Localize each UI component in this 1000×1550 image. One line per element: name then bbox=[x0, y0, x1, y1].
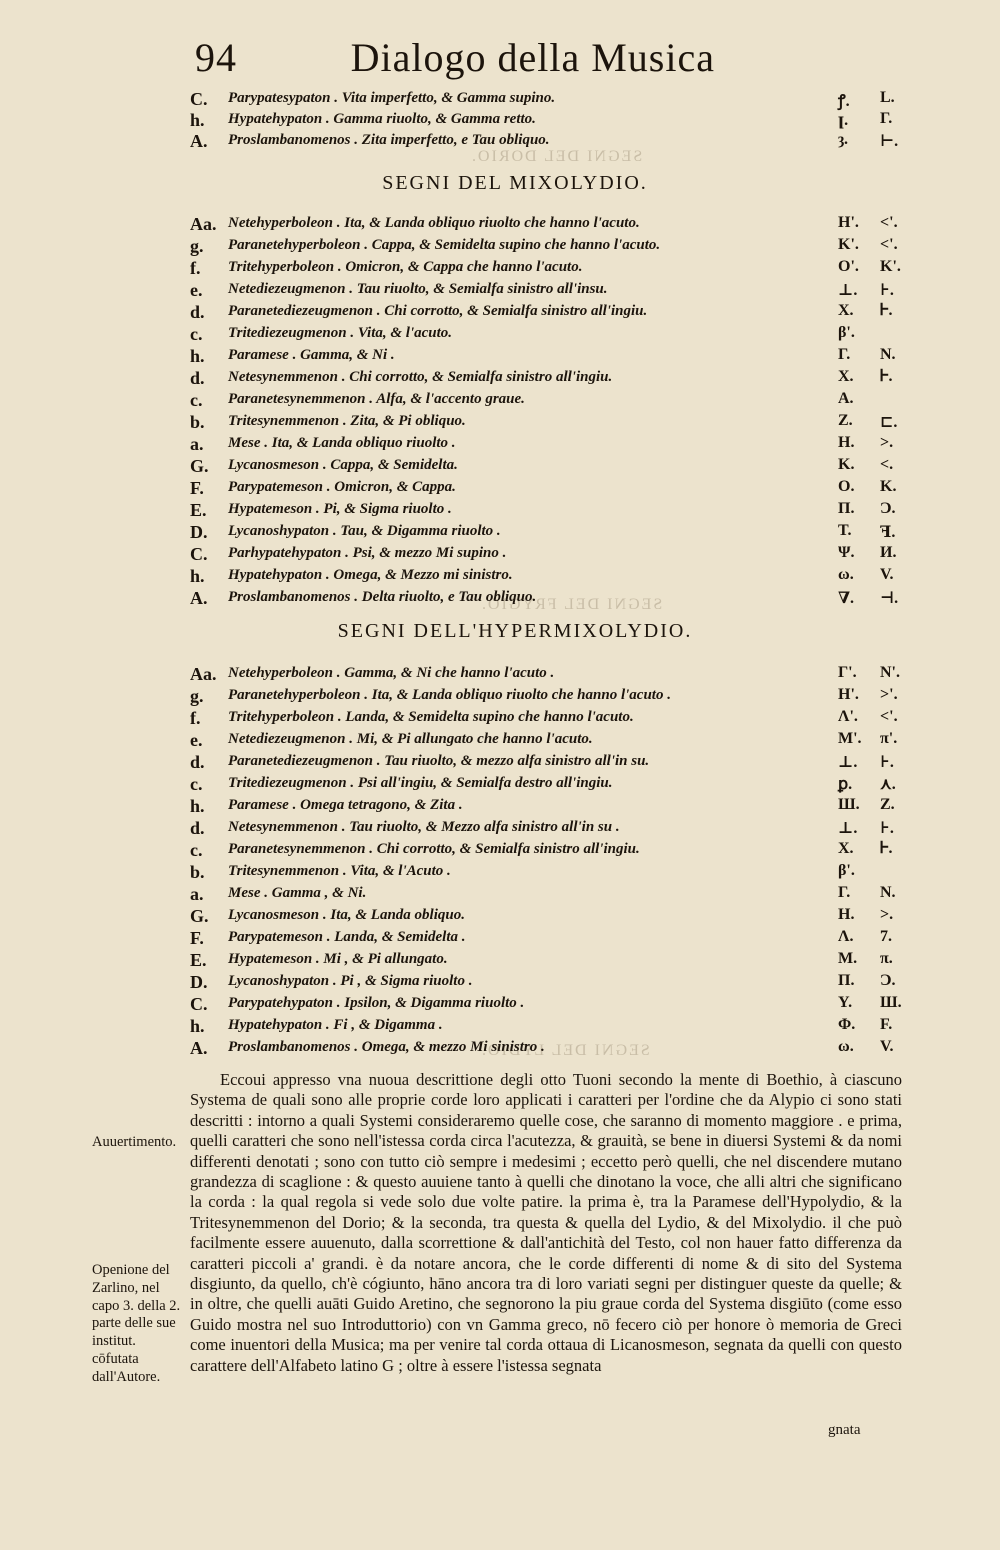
notation-row bbox=[190, 500, 910, 522]
note-description: Paranetesynemmenon . Alfa, & l'accento graue. bbox=[228, 391, 525, 407]
vocal-sign: K'. bbox=[838, 236, 859, 253]
vocal-sign: ω. bbox=[838, 1038, 854, 1055]
section-title-mixolydio: SEGNI DEL MIXOLYDIO. bbox=[382, 172, 648, 194]
note-description: Netehyperboleon . Ita, & Landa obliquo riuolto che hanno l'acuto. bbox=[228, 215, 640, 231]
notation-row bbox=[190, 280, 910, 302]
note-letter: c. bbox=[190, 774, 203, 794]
note-description: Hypatehypaton . Fi , & Digamma . bbox=[228, 1017, 443, 1033]
note-letter: h. bbox=[190, 566, 205, 586]
vocal-sign: M. bbox=[838, 950, 858, 967]
note-letter: h. bbox=[190, 346, 205, 366]
note-description: Paranetesynemmenon . Chi corrotto, & Semialfa sinistro all'ingiu. bbox=[228, 841, 640, 857]
vocal-sign: O. bbox=[838, 478, 855, 495]
notation-row bbox=[190, 412, 910, 434]
notation-row bbox=[190, 236, 910, 258]
instrumental-sign: ⊏. bbox=[880, 414, 898, 431]
note-description: Lycanoshypaton . Pi , & Sigma riuolto . bbox=[228, 973, 473, 989]
instrumental-sign: <. bbox=[880, 456, 894, 473]
bleed-through-text: SEGNI DEL DORIO. bbox=[470, 148, 643, 165]
note-letter: g. bbox=[190, 236, 204, 256]
notation-row bbox=[190, 131, 910, 153]
vocal-sign: ꝑ. bbox=[838, 776, 853, 793]
note-description: Tritediezeugmenon . Vita, & l'acuto. bbox=[228, 325, 453, 341]
note-letter: c. bbox=[190, 390, 203, 410]
instrumental-sign: π. bbox=[880, 950, 893, 967]
notation-row bbox=[190, 390, 910, 412]
note-letter: C. bbox=[190, 544, 208, 564]
note-description: Parypatemeson . Omicron, & Cappa. bbox=[228, 479, 456, 495]
running-title: Dialogo della Musica bbox=[350, 35, 715, 80]
notation-row bbox=[190, 994, 910, 1016]
note-letter: A. bbox=[190, 1038, 208, 1058]
notation-row bbox=[190, 664, 910, 686]
note-description: Hypatemeson . Pi, & Sigma riuolto . bbox=[228, 501, 452, 517]
note-letter: e. bbox=[190, 280, 203, 300]
note-description: Tritediezeugmenon . Psi all'ingiu, & Semialfa destro all'ingiu. bbox=[228, 775, 613, 791]
notation-row bbox=[190, 862, 910, 884]
page-number: 94 bbox=[195, 35, 237, 80]
instrumental-sign: V. bbox=[880, 1038, 894, 1055]
notation-row bbox=[190, 302, 910, 324]
note-letter: A. bbox=[190, 588, 208, 608]
note-description: Proslambanomenos . Zita imperfetto, e Tau obliquo. bbox=[228, 132, 550, 148]
instrumental-sign: Ꮀ. bbox=[880, 368, 893, 385]
note-letter: d. bbox=[190, 818, 205, 838]
vocal-sign: Π. bbox=[838, 500, 855, 517]
vocal-sign: Υ. bbox=[838, 994, 853, 1011]
instrumental-sign: Ꮀ. bbox=[880, 302, 893, 319]
note-description: Proslambanomenos . Omega, & mezzo Mi sinistro . bbox=[228, 1039, 545, 1055]
note-letter: F. bbox=[190, 928, 204, 948]
notation-row bbox=[190, 1038, 910, 1060]
notation-row bbox=[190, 796, 910, 818]
instrumental-sign: Ɔ. bbox=[880, 500, 896, 517]
note-description: Tritesynemmenon . Zita, & Pi obliquo. bbox=[228, 413, 466, 429]
note-letter: A. bbox=[190, 131, 208, 151]
vocal-sign: Γ. bbox=[838, 346, 851, 363]
note-letter: G. bbox=[190, 456, 209, 476]
catchword: gnata bbox=[828, 1422, 861, 1438]
notation-row bbox=[190, 840, 910, 862]
vocal-sign: Z. bbox=[838, 412, 853, 429]
notation-row bbox=[190, 972, 910, 994]
note-description: Parypatesypaton . Vita imperfetto, & Gamma supino. bbox=[228, 90, 556, 106]
note-letter: a. bbox=[190, 434, 204, 454]
notation-row bbox=[190, 566, 910, 588]
note-description: Paranetehyperboleon . Cappa, & Semidelta supino che hanno l'acuto. bbox=[228, 237, 661, 253]
instrumental-sign: Ɔ. bbox=[880, 972, 896, 989]
note-letter: h. bbox=[190, 1016, 205, 1036]
vocal-sign: H'. bbox=[838, 214, 859, 231]
note-letter: h. bbox=[190, 110, 205, 130]
instrumental-sign: <'. bbox=[880, 214, 898, 231]
page-header bbox=[195, 34, 715, 84]
note-description: Lycanoshypaton . Tau, & Digamma riuolto . bbox=[228, 523, 501, 539]
note-description: Parypatehypaton . Ipsilon, & Digamma riuolto . bbox=[228, 995, 525, 1011]
vocal-sign: β'. bbox=[838, 862, 855, 879]
vocal-sign: Χ. bbox=[838, 302, 854, 319]
note-letter: C. bbox=[190, 994, 208, 1014]
note-letter: F. bbox=[190, 478, 204, 498]
note-description: Lycanosmeson . Cappa, & Semidelta. bbox=[228, 457, 458, 473]
notation-row bbox=[190, 214, 910, 236]
note-description: Mese . Ita, & Landa obliquo riuolto . bbox=[228, 435, 456, 451]
instrumental-sign: Ꮀ. bbox=[880, 840, 893, 857]
vocal-sign: Ψ. bbox=[838, 544, 855, 561]
instrumental-sign: V. bbox=[880, 566, 894, 583]
notation-row bbox=[190, 1016, 910, 1038]
notation-row bbox=[190, 730, 910, 752]
note-description: Tritesynemmenon . Vita, & l'Acuto . bbox=[228, 863, 451, 879]
bleed-through-text: SEGNI DEL FRYGIO. bbox=[480, 596, 663, 613]
vocal-sign: ꝭ. bbox=[838, 93, 850, 110]
vocal-sign: Π. bbox=[838, 972, 855, 989]
note-letter: e. bbox=[190, 730, 203, 750]
note-description: Tritehyperboleon . Omicron, & Cappa che hanno l'acuto. bbox=[228, 259, 583, 275]
note-description: Paranetediezeugmenon . Chi corrotto, & Semialfa sinistro all'ingiu. bbox=[228, 303, 648, 319]
notation-row bbox=[190, 110, 910, 132]
notation-row bbox=[190, 928, 910, 950]
vocal-sign: K. bbox=[838, 456, 855, 473]
vocal-sign: Γ. bbox=[838, 884, 851, 901]
note-description: Tritehyperboleon . Landa, & Semidelta supino che hanno l'acuto. bbox=[228, 709, 634, 725]
note-description: Parhypatehypaton . Psi, & mezzo Mi supino . bbox=[228, 545, 507, 561]
note-description: Parypatemeson . Landa, & Semidelta . bbox=[228, 929, 466, 945]
note-description: Netediezeugmenon . Mi, & Pi allungato che hanno l'acuto. bbox=[228, 731, 593, 747]
vocal-sign: ∇. bbox=[838, 590, 855, 607]
note-letter: f. bbox=[190, 258, 201, 278]
note-description: Paramese . Omega tetragono, & Zita . bbox=[228, 797, 463, 813]
vocal-sign: ȝ. bbox=[838, 131, 848, 148]
note-letter: b. bbox=[190, 862, 205, 882]
note-letter: d. bbox=[190, 302, 205, 322]
instrumental-sign: 7. bbox=[880, 928, 892, 945]
instrumental-sign: <'. bbox=[880, 236, 898, 253]
vocal-sign: Χ. bbox=[838, 368, 854, 385]
vocal-sign: ω. bbox=[838, 566, 854, 583]
note-letter: Aa. bbox=[190, 214, 217, 234]
note-description: Hypatemeson . Mi , & Pi allungato. bbox=[228, 951, 448, 967]
notation-row bbox=[190, 368, 910, 390]
instrumental-sign: >'. bbox=[880, 686, 898, 703]
note-description: Paramese . Gamma, & Ni . bbox=[228, 347, 395, 363]
instrumental-sign: ꟻ. bbox=[880, 524, 896, 541]
instrumental-sign: ⊣. bbox=[880, 590, 899, 607]
note-letter: f. bbox=[190, 708, 201, 728]
note-letter: E. bbox=[190, 950, 207, 970]
notation-row bbox=[190, 818, 910, 840]
note-description: Netesynemmenon . Tau riuolto, & Mezzo alfa sinistro all'in su . bbox=[228, 819, 620, 835]
note-description: Mese . Gamma , & Ni. bbox=[228, 885, 367, 901]
vocal-sign: ⊥. bbox=[838, 282, 858, 299]
vocal-sign: ꞁ. bbox=[838, 112, 849, 129]
body-paragraph bbox=[190, 1070, 902, 1376]
section-title-hypermixolydio: SEGNI DELL'HYPERMIXOLYDIO. bbox=[337, 620, 693, 642]
notation-row bbox=[190, 588, 910, 610]
notation-row bbox=[190, 258, 910, 280]
margin-note-auuertimento: Auuertimento. bbox=[92, 1134, 177, 1150]
vocal-sign: Λ'. bbox=[838, 708, 858, 725]
note-letter: E. bbox=[190, 500, 207, 520]
note-letter: D. bbox=[190, 972, 208, 992]
note-letter: d. bbox=[190, 368, 205, 388]
margin-note-openione: Openione del Zarlino, nel capo 3. della 2. parte delle sue institut. cōfutata dall'Autore. bbox=[92, 1262, 181, 1385]
instrumental-sign: >. bbox=[880, 434, 894, 451]
instrumental-sign: N. bbox=[880, 346, 896, 363]
note-description: Netesynemmenon . Chi corrotto, & Semialfa sinistro all'ingiu. bbox=[228, 369, 613, 385]
vocal-sign: ⊥. bbox=[838, 754, 858, 771]
notation-row bbox=[190, 478, 910, 500]
note-letter: C. bbox=[190, 89, 208, 109]
vocal-sign: β'. bbox=[838, 324, 855, 341]
instrumental-sign: N'. bbox=[880, 664, 900, 681]
note-letter: G. bbox=[190, 906, 209, 926]
bleed-through-text: SEGNI DEL LYDIO. bbox=[480, 1042, 650, 1059]
instrumental-sign: ⊦. bbox=[880, 820, 894, 837]
notation-row bbox=[190, 89, 910, 111]
instrumental-sign: K. bbox=[880, 478, 897, 495]
instrumental-sign: >. bbox=[880, 906, 894, 923]
instrumental-sign: ⋏. bbox=[880, 776, 896, 793]
instrumental-sign: ⊦. bbox=[880, 754, 894, 771]
notation-row bbox=[190, 708, 910, 730]
notation-row bbox=[190, 522, 910, 544]
note-letter: g. bbox=[190, 686, 204, 706]
vocal-sign: Ш. bbox=[838, 796, 860, 813]
instrumental-sign: π'. bbox=[880, 730, 898, 747]
note-description: Proslambanomenos . Delta riuolto, e Tau obliquo. bbox=[228, 589, 537, 605]
notation-row bbox=[190, 774, 910, 796]
instrumental-sign: И. bbox=[880, 544, 897, 561]
vocal-sign: H'. bbox=[838, 686, 859, 703]
notation-row bbox=[190, 906, 910, 928]
instrumental-sign: N. bbox=[880, 884, 896, 901]
instrumental-sign: ⊦. bbox=[880, 282, 894, 299]
note-letter: Aa. bbox=[190, 664, 217, 684]
vocal-sign: T. bbox=[838, 522, 852, 539]
note-description: Paranetediezeugmenon . Tau riuolto, & mezzo alfa sinistro all'in su. bbox=[228, 753, 650, 769]
instrumental-sign: Γ. bbox=[880, 110, 893, 127]
instrumental-sign: Z. bbox=[880, 796, 895, 813]
note-letter: c. bbox=[190, 324, 203, 344]
note-letter: D. bbox=[190, 522, 208, 542]
notation-row bbox=[190, 950, 910, 972]
instrumental-sign: L. bbox=[880, 89, 895, 106]
note-description: Paranetehyperboleon . Ita, & Landa obliquo riuolto che hanno l'acuto . bbox=[228, 687, 671, 703]
instrumental-sign: K'. bbox=[880, 258, 901, 275]
body-text: Eccoui appresso vna nuoua descrittione degli otto Tuoni secondo la mente di Boethio, à ciascuno Systema de quali sono alle proprie corde loro applicati i caratteri per l'ordine che da Alypio ci sono stati descritti : intorno a quali Systemi consideraremo quelle cose, che saranno di momento maggiore . e prima, quelli caratteri che sono nell'istessa corda circa l'acutezza, & grauità, se bene in diuersi Systemi & da nomi differenti denotati ; sono con tutto ciò sempre i medesimi ; eccetto però quelli, che nel discendere mutano grandezza di scaglione : & questo auuiene tanto à quelli che dinotano la voce, che alli altri che significano la corda : la qual regola si vede solo due volte patire. la prima è, tra la Paramese dell'Hypolydio, & la Tritesynemmenon del Dorio; & la seconda, tra questa & quella del Lydio, & del Mixolydio. il che può facilmente essere auuenuto, dalla scorrettione & dall'antichità del Testo, col non hauer fatto differenza da caratteri piccoli a' grandi. è da notare ancora, che le corde differenti di nome & di sito del Systema disgiunto, da quello, ch'è cógiunto, hāno ancora tra di loro variati segni per distinguer queste da quelle; & in oltre, che quelli auāti Guido Aretino, che segnorono la piu graue corda del Systema disgiūto (come esso Guido mostra nel suo Introduttorio) con vn Gamma greco, nō fecero ciò per honore ò memoria de Greci come inuentori della Musica; ma per venire tal corda ottaua di Licanosmeson, segnata da quelli con questo carattere dell'Alfabeto latino G ; oltre à essere l'istessa segnata bbox=[190, 1070, 902, 1375]
note-letter: h. bbox=[190, 796, 205, 816]
note-description: Hypatehypaton . Omega, & Mezzo mi sinistro. bbox=[228, 567, 513, 583]
note-letter: c. bbox=[190, 840, 203, 860]
vocal-sign: Λ. bbox=[838, 928, 854, 945]
instrumental-sign: ⊢. bbox=[880, 133, 899, 150]
notation-row bbox=[190, 346, 910, 368]
vocal-sign: M'. bbox=[838, 730, 862, 747]
note-description: Netediezeugmenon . Tau riuolto, & Semialfa sinistro all'insu. bbox=[228, 281, 608, 297]
vocal-sign: O'. bbox=[838, 258, 859, 275]
vocal-sign: Γ'. bbox=[838, 664, 857, 681]
notation-row bbox=[190, 544, 910, 566]
vocal-sign: Χ. bbox=[838, 840, 854, 857]
notation-row bbox=[190, 456, 910, 478]
vocal-sign: A. bbox=[838, 390, 854, 407]
notation-row bbox=[190, 884, 910, 906]
instrumental-sign: <'. bbox=[880, 708, 898, 725]
notation-row bbox=[190, 752, 910, 774]
note-description: Netehyperboleon . Gamma, & Ni che hanno l'acuto . bbox=[228, 665, 555, 681]
note-letter: a. bbox=[190, 884, 204, 904]
instrumental-sign: Ш. bbox=[880, 994, 902, 1011]
instrumental-sign: F. bbox=[880, 1016, 893, 1033]
notation-row bbox=[190, 434, 910, 456]
vocal-sign: H. bbox=[838, 906, 855, 923]
note-description: Hypatehypaton . Gamma riuolto, & Gamma retto. bbox=[228, 111, 536, 127]
note-letter: d. bbox=[190, 752, 205, 772]
notation-row bbox=[190, 686, 910, 708]
note-letter: b. bbox=[190, 412, 205, 432]
vocal-sign: H. bbox=[838, 434, 855, 451]
vocal-sign: ⊥. bbox=[838, 820, 858, 837]
note-description: Lycanosmeson . Ita, & Landa obliquo. bbox=[228, 907, 465, 923]
notation-row bbox=[190, 324, 910, 346]
vocal-sign: Φ. bbox=[838, 1016, 856, 1033]
